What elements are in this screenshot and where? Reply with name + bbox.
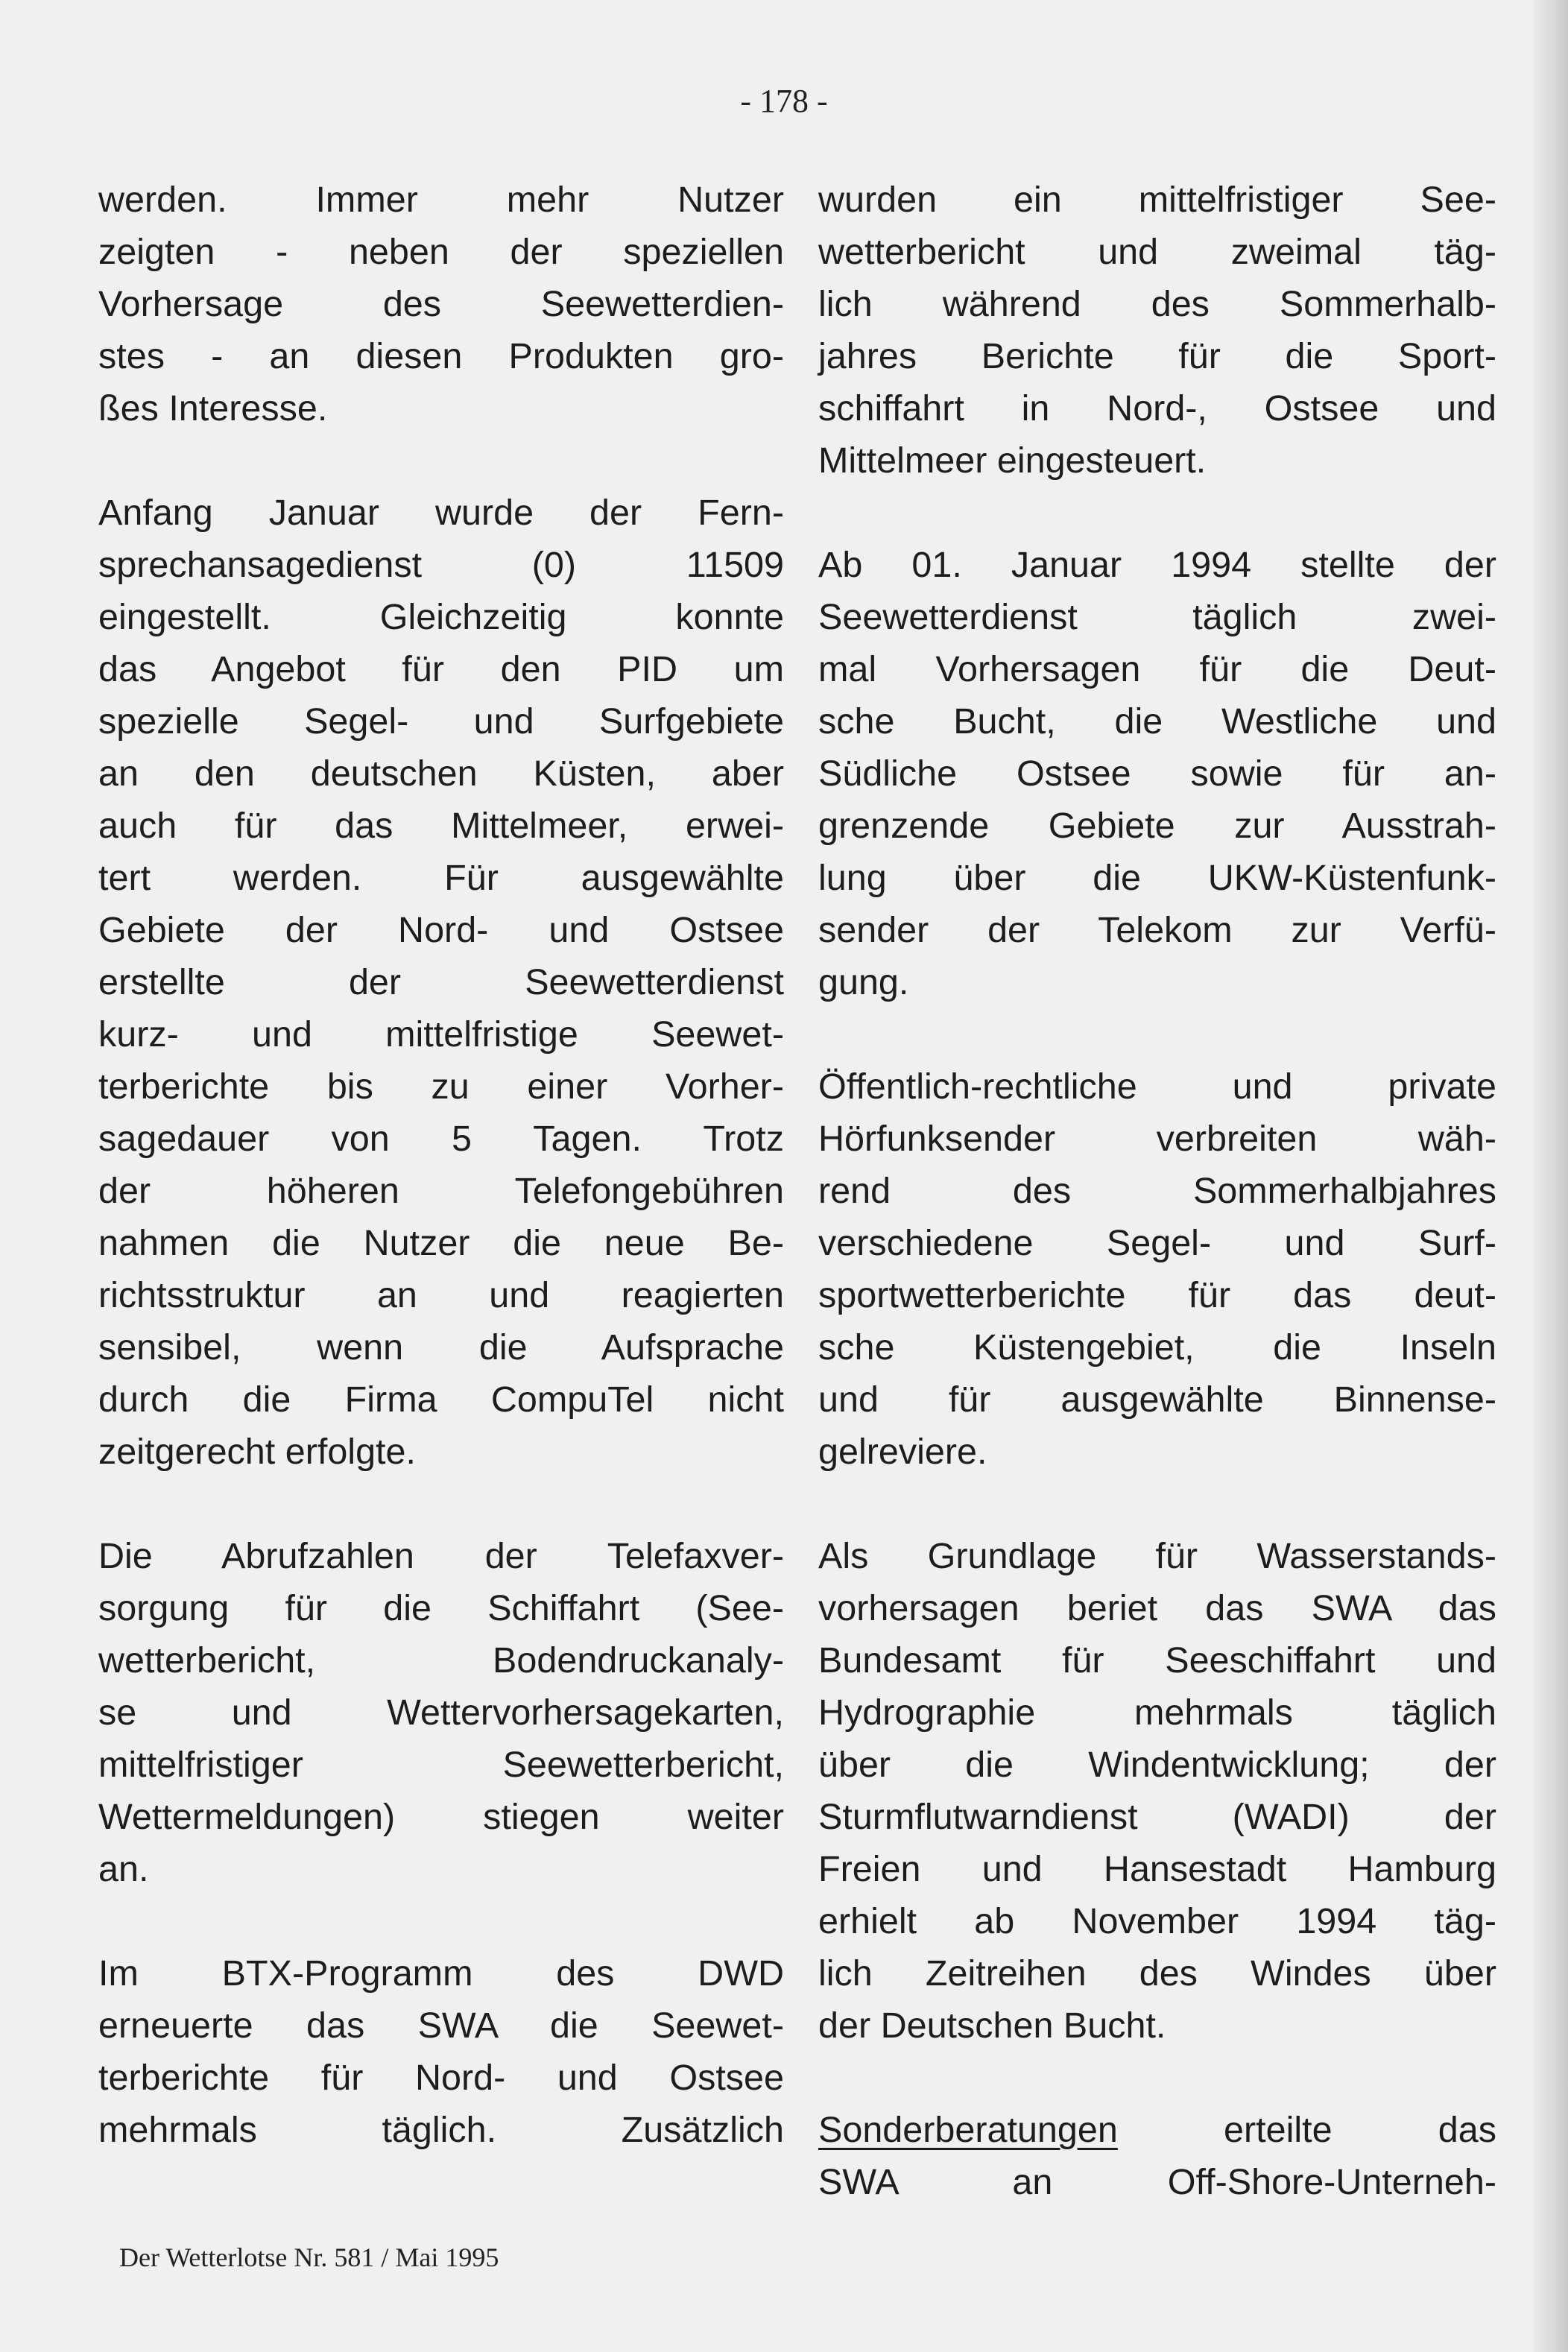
paragraph — [98, 1530, 784, 1895]
paragraph-line: gelreviere. — [818, 1432, 987, 1472]
paragraph-line: Ab 01. Januar 1994 stellte der — [818, 545, 1496, 585]
paragraph-line: jahres Berichte für die Sport- — [818, 336, 1496, 376]
paragraph-line: richtsstruktur an und reagierten — [98, 1275, 784, 1315]
paragraph-line: schiffahrt in Nord-, Ostsee und — [818, 388, 1496, 429]
paragraph-line: wetterbericht und zweimal täg- — [818, 232, 1496, 272]
paragraph-line: SWA an Off-Shore-Unterneh- — [818, 2162, 1496, 2202]
paragraph-line — [818, 2104, 1496, 2156]
paragraph-line: terberichte für Nord- und Ostsee — [98, 2058, 784, 2098]
underlined-term: Sonderberatungen — [818, 2110, 1118, 2150]
paragraph-line: sorgung für die Schiffahrt (See- — [98, 1588, 784, 1628]
page-edge — [1534, 0, 1568, 2352]
paragraph — [818, 174, 1496, 487]
paragraph-line: Bundesamt für Seeschiffahrt und — [818, 1640, 1496, 1681]
paragraph-line: verschiedene Segel- und Surf- — [818, 1223, 1496, 1263]
paragraph-line: lung über die UKW-Küstenfunk- — [818, 858, 1496, 898]
paragraph-line: ßes Interesse. — [98, 388, 328, 429]
paragraph-line: sagedauer von 5 Tagen. Trotz — [98, 1119, 784, 1159]
paragraph-line: rend des Sommerhalbjahres — [818, 1171, 1496, 1211]
paragraph-line: der Deutschen Bucht. — [818, 2005, 1166, 2046]
paragraph-line: Sturmflutwarndienst (WADI) der — [818, 1797, 1496, 1837]
paragraph-line: mal Vorhersagen für die Deut- — [818, 649, 1496, 689]
line-text: erteilte das — [1117, 2110, 1496, 2150]
paragraph-line: Anfang Januar wurde der Fern- — [98, 493, 784, 533]
paragraph-line: Gebiete der Nord- und Ostsee — [98, 910, 784, 950]
paragraph-line: vorhersagen beriet das SWA das — [818, 1588, 1496, 1628]
paragraph-line: tert werden. Für ausgewählte — [98, 858, 784, 898]
paragraph-line: sche Küstengebiet, die Inseln — [818, 1327, 1496, 1368]
paragraph-line: zeigten - neben der speziellen — [98, 232, 784, 272]
paragraph-line: Hörfunksender verbreiten wäh- — [818, 1119, 1496, 1159]
paragraph-line: grenzende Gebiete zur Ausstrah- — [818, 806, 1496, 846]
paragraph — [818, 1530, 1496, 2052]
paragraph-line: spezielle Segel- und Surfgebiete — [98, 701, 784, 742]
paragraph-line: werden. Immer mehr Nutzer — [98, 180, 784, 220]
paragraph — [818, 1060, 1496, 1478]
paragraph-line: kurz- und mittelfristige Seewet- — [98, 1014, 784, 1055]
paragraph-line: der höheren Telefongebühren — [98, 1171, 784, 1211]
paragraph-line: an. — [98, 1849, 149, 1889]
paragraph-line: an den deutschen Küsten, aber — [98, 753, 784, 794]
paragraph-line: erhielt ab November 1994 täg- — [818, 1901, 1496, 1941]
paragraph-line: auch für das Mittelmeer, erwei- — [98, 806, 784, 846]
paragraph-line: sender der Telekom zur Verfü- — [818, 910, 1496, 950]
paragraph — [98, 1947, 784, 2156]
paragraph-line: mittelfristiger Seewetterbericht, — [98, 1745, 784, 1785]
paragraph-line: gung. — [818, 962, 909, 1002]
right-column — [818, 174, 1496, 2260]
paragraph-line: stes - an diesen Produkten gro- — [98, 336, 784, 376]
journal-footer: Der Wetterlotse Nr. 581 / Mai 1995 — [119, 2242, 499, 2272]
paragraph-line: lich während des Sommerhalb- — [818, 284, 1496, 324]
page-number: - 178 - — [740, 83, 828, 119]
paragraph-line: zeitgerecht erfolgte. — [98, 1432, 416, 1472]
paragraph-line: wurden ein mittelfristiger See- — [818, 180, 1496, 220]
paragraph-line: Die Abrufzahlen der Telefaxver- — [98, 1536, 784, 1576]
paragraph-line: erstellte der Seewetterdienst — [98, 962, 784, 1002]
paragraph-line: Mittelmeer eingesteuert. — [818, 440, 1207, 481]
paragraph-line: Freien und Hansestadt Hamburg — [818, 1849, 1496, 1889]
paragraph-line: mehrmals täglich. Zusätzlich — [98, 2110, 784, 2150]
paragraph-line: Vorhersage des Seewetterdien- — [98, 284, 784, 324]
paragraph-line: Südliche Ostsee sowie für an- — [818, 753, 1496, 794]
paragraph-line: Hydrographie mehrmals täglich — [818, 1692, 1496, 1733]
paragraph-line: sensibel, wenn die Aufsprache — [98, 1327, 784, 1368]
paragraph-line: lich Zeitreihen des Windes über — [818, 1953, 1496, 1994]
left-column — [98, 174, 784, 2208]
paragraph-line: sprechansagedienst (0) 11509 — [98, 545, 784, 585]
paragraph-line: Seewetterdienst täglich zwei- — [818, 597, 1496, 637]
paragraph — [818, 539, 1496, 1008]
paragraph-sonderberatungen — [818, 2104, 1496, 2208]
paragraph-line: Wettermeldungen) stiegen weiter — [98, 1797, 784, 1837]
paragraph-line: sportwetterberichte für das deut- — [818, 1275, 1496, 1315]
paragraph-line: durch die Firma CompuTel nicht — [98, 1379, 784, 1420]
paragraph-line: Als Grundlage für Wasserstands- — [818, 1536, 1496, 1576]
right-column-paragraphs — [818, 174, 1496, 2052]
paragraph-line: terberichte bis zu einer Vorher- — [98, 1066, 784, 1107]
paragraph-line: und für ausgewählte Binnense- — [818, 1379, 1496, 1420]
paragraph-line: das Angebot für den PID um — [98, 649, 784, 689]
paragraph-line: Im BTX-Programm des DWD — [98, 1953, 784, 1994]
paragraph-line: nahmen die Nutzer die neue Be- — [98, 1223, 784, 1263]
paragraph — [98, 174, 784, 434]
paragraph — [98, 487, 784, 1478]
paragraph-line: wetterbericht, Bodendruckanaly- — [98, 1640, 784, 1681]
paragraph-line: eingestellt. Gleichzeitig konnte — [98, 597, 784, 637]
paragraph-line: über die Windentwicklung; der — [818, 1745, 1496, 1785]
paragraph-line: Öffentlich-rechtliche und private — [818, 1066, 1496, 1107]
paragraph-line: se und Wettervorhersagekarten, — [98, 1692, 784, 1733]
paragraph-line: erneuerte das SWA die Seewet- — [98, 2005, 784, 2046]
paragraph-line: sche Bucht, die Westliche und — [818, 701, 1496, 742]
